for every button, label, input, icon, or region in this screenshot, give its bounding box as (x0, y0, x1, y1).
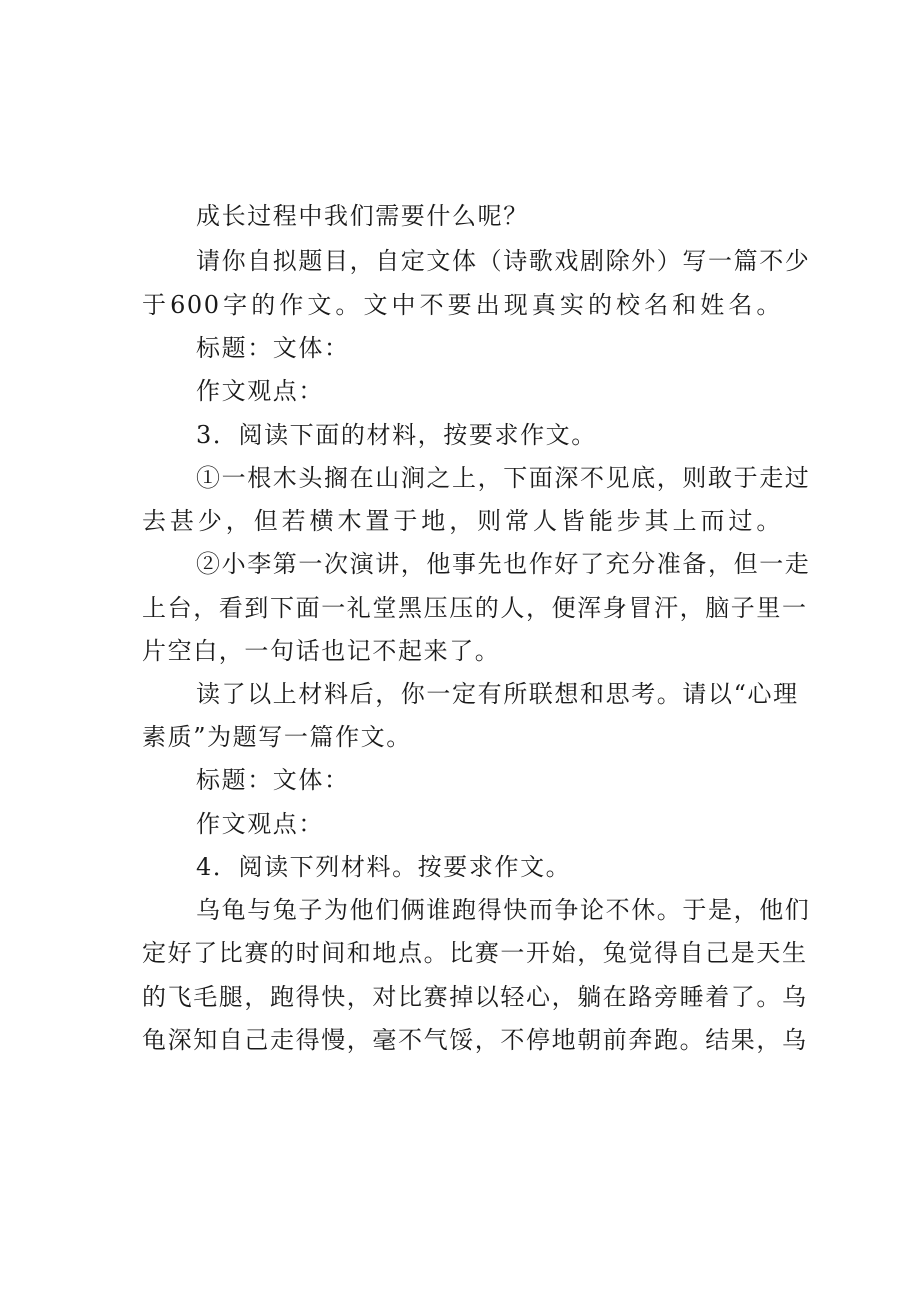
text-line: 定好了比赛的时间和地点。比赛一开始，兔觉得自己是天生 (142, 939, 808, 967)
text-line: 读了以上材料后，你一定有所联想和思考。请以“心理 (196, 680, 799, 708)
text-line: 请你自拟题目，自定文体（诗歌戏剧除外）写一篇不少 (196, 247, 811, 275)
text-line: 于600字的作文。文中不要出现真实的校名和姓名。 (142, 291, 782, 319)
question-heading: 4．阅读下列材料。按要求作文。 (196, 853, 572, 881)
text-line: 作文观点： (196, 810, 324, 838)
text-line: 乌龟与兔子为他们俩谁跑得快而争论不休。于是，他们 (196, 896, 811, 924)
text-line: 去甚少，但若横木置于地，则常人皆能步其上而过。 (142, 507, 782, 535)
text-line: 片空白，一句话也记不起来了。 (142, 637, 501, 665)
text-line: 成长过程中我们需要什么呢？ (196, 202, 529, 230)
text-line: 标题：文体： (196, 334, 350, 362)
question-heading: 3．阅读下面的材料，按要求作文。 (196, 421, 597, 449)
text-line: 的飞毛腿，跑得快，对比赛掉以轻心，躺在路旁睡着了。乌 (142, 983, 808, 1011)
text-line: 上台，看到下面一礼堂黑压压的人，便浑身冒汗，脑子里一 (142, 594, 808, 622)
text-line: 龟深知自己走得慢，毫不气馁，不停地朝前奔跑。结果，乌 (142, 1026, 808, 1054)
text-line: ①一根木头搁在山涧之上，下面深不见底，则敢于走过 (196, 464, 811, 492)
text-line: 作文观点： (196, 377, 324, 405)
text-line: 素质”为题写一篇作文。 (142, 723, 412, 751)
text-line: 标题：文体： (196, 766, 350, 794)
text-line: ②小李第一次演讲，他事先也作好了充分准备，但一走 (196, 550, 811, 578)
